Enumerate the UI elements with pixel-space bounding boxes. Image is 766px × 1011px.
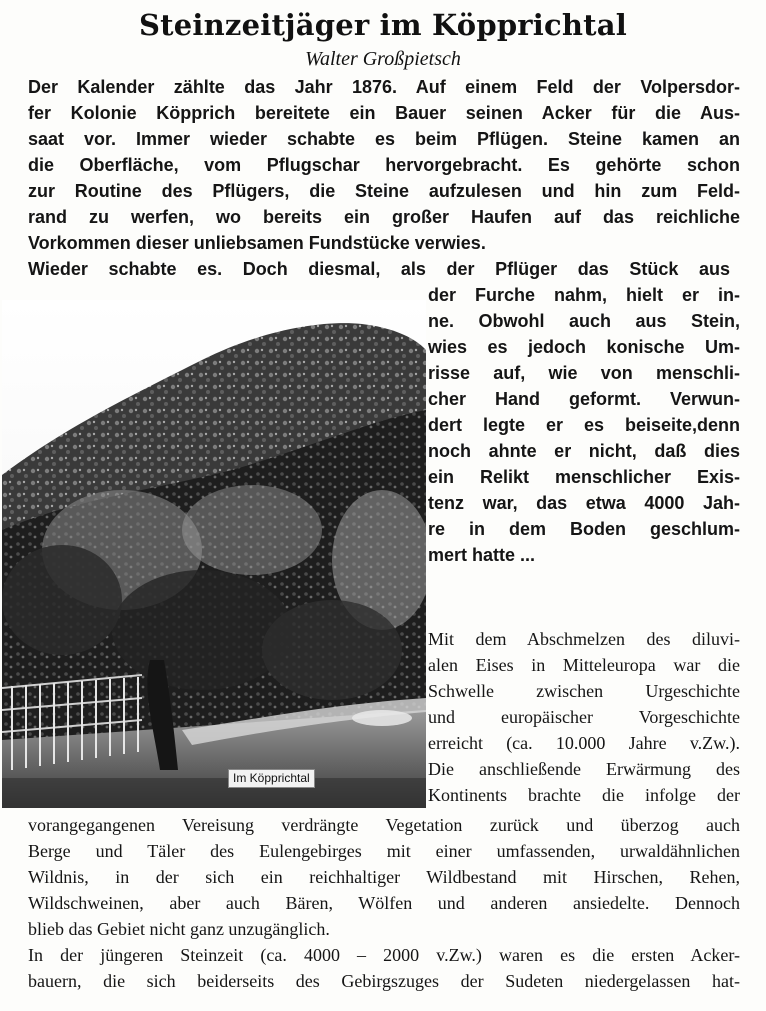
column-line: der Furche nahm, hielt er in-: [428, 285, 740, 305]
body-line: Wildschweinen, aber auch Bären, Wölfen und anderen ansiedelte. Dennoch: [28, 893, 740, 913]
column-line: re in dem Boden geschlum-: [428, 519, 740, 539]
intro-line: rand zu werfen, wo bereits ein großer Haufen auf das reichliche: [28, 207, 740, 227]
column-line: risse auf, wie von menschli-: [428, 363, 740, 383]
column-line: ein Relikt menschlicher Exis-: [428, 467, 740, 487]
intro-line: fer Kolonie Köpprich bereitete ein Bauer seinen Acker für die Aus-: [28, 103, 740, 123]
intro-line: Wieder schabte es. Doch diesmal, als der Pflüger das Stück aus: [28, 259, 730, 279]
article-title: Steinzeitjäger im Köpprichtal: [139, 8, 627, 42]
photo-caption: Im Köpprichtal: [228, 769, 315, 788]
body-line: In der jüngeren Steinzeit (ca. 4000 – 2000 v.Zw.) waren es die ersten Acker-: [28, 945, 740, 965]
column-line: Kontinents brachte die infolge der: [428, 785, 740, 805]
column-line: ne. Obwohl auch aus Stein,: [428, 311, 740, 331]
column-line: alen Eises in Mitteleuropa war die: [428, 655, 740, 675]
intro-line: Der Kalender zählte das Jahr 1876. Auf einem Feld der Volpersdor-: [28, 77, 740, 97]
intro-line: zur Routine des Pflügers, die Steine aufzulesen und hin zum Feld-: [28, 181, 740, 201]
column-line: Schwelle zwischen Urgeschichte: [428, 681, 740, 701]
column-line: wies es jedoch konische Um-: [428, 337, 740, 357]
column-line: und europäischer Vorgeschichte: [428, 707, 740, 727]
landscape-image: [2, 300, 426, 808]
column-line: mert hatte ...: [428, 545, 536, 565]
column-line: Mit dem Abschmelzen des diluvi-: [428, 629, 740, 649]
intro-line: Vorkommen dieser unliebsamen Fundstücke verwies.: [28, 233, 486, 253]
body-line: vorangegangenen Vereisung verdrängte Vegetation zurück und überzog auch: [28, 815, 740, 835]
body-line: Wildnis, in der sich ein reichhaltiger Wildbestand mit Hirschen, Rehen,: [28, 867, 740, 887]
column-line: dert legte er es beiseite,denn: [428, 415, 740, 435]
column-line: tenz war, das etwa 4000 Jah-: [428, 493, 740, 513]
column-line: cher Hand geformt. Verwun-: [428, 389, 740, 409]
article-author: Walter Großpietsch: [305, 48, 461, 70]
body-line: bauern, die sich beiderseits des Gebirgszuges der Sudeten niedergelassen hat-: [28, 971, 740, 991]
photo-koepprichtal: [2, 300, 426, 808]
column-line: noch ahnte er nicht, daß dies: [428, 441, 740, 461]
intro-line: saat vor. Immer wieder schabte es beim Pflügen. Steine kamen an: [28, 129, 740, 149]
column-line: erreicht (ca. 10.000 Jahre v.Zw.).: [428, 733, 740, 753]
body-line: blieb das Gebiet nicht ganz unzugänglich.: [28, 919, 330, 939]
column-line: Die anschließende Erwärmung des: [428, 759, 740, 779]
intro-line: die Oberfläche, vom Pflugschar hervorgebracht. Es gehörte schon: [28, 155, 740, 175]
body-line: Berge und Täler des Eulengebirges mit einer umfassenden, urwaldähnlichen: [28, 841, 740, 861]
